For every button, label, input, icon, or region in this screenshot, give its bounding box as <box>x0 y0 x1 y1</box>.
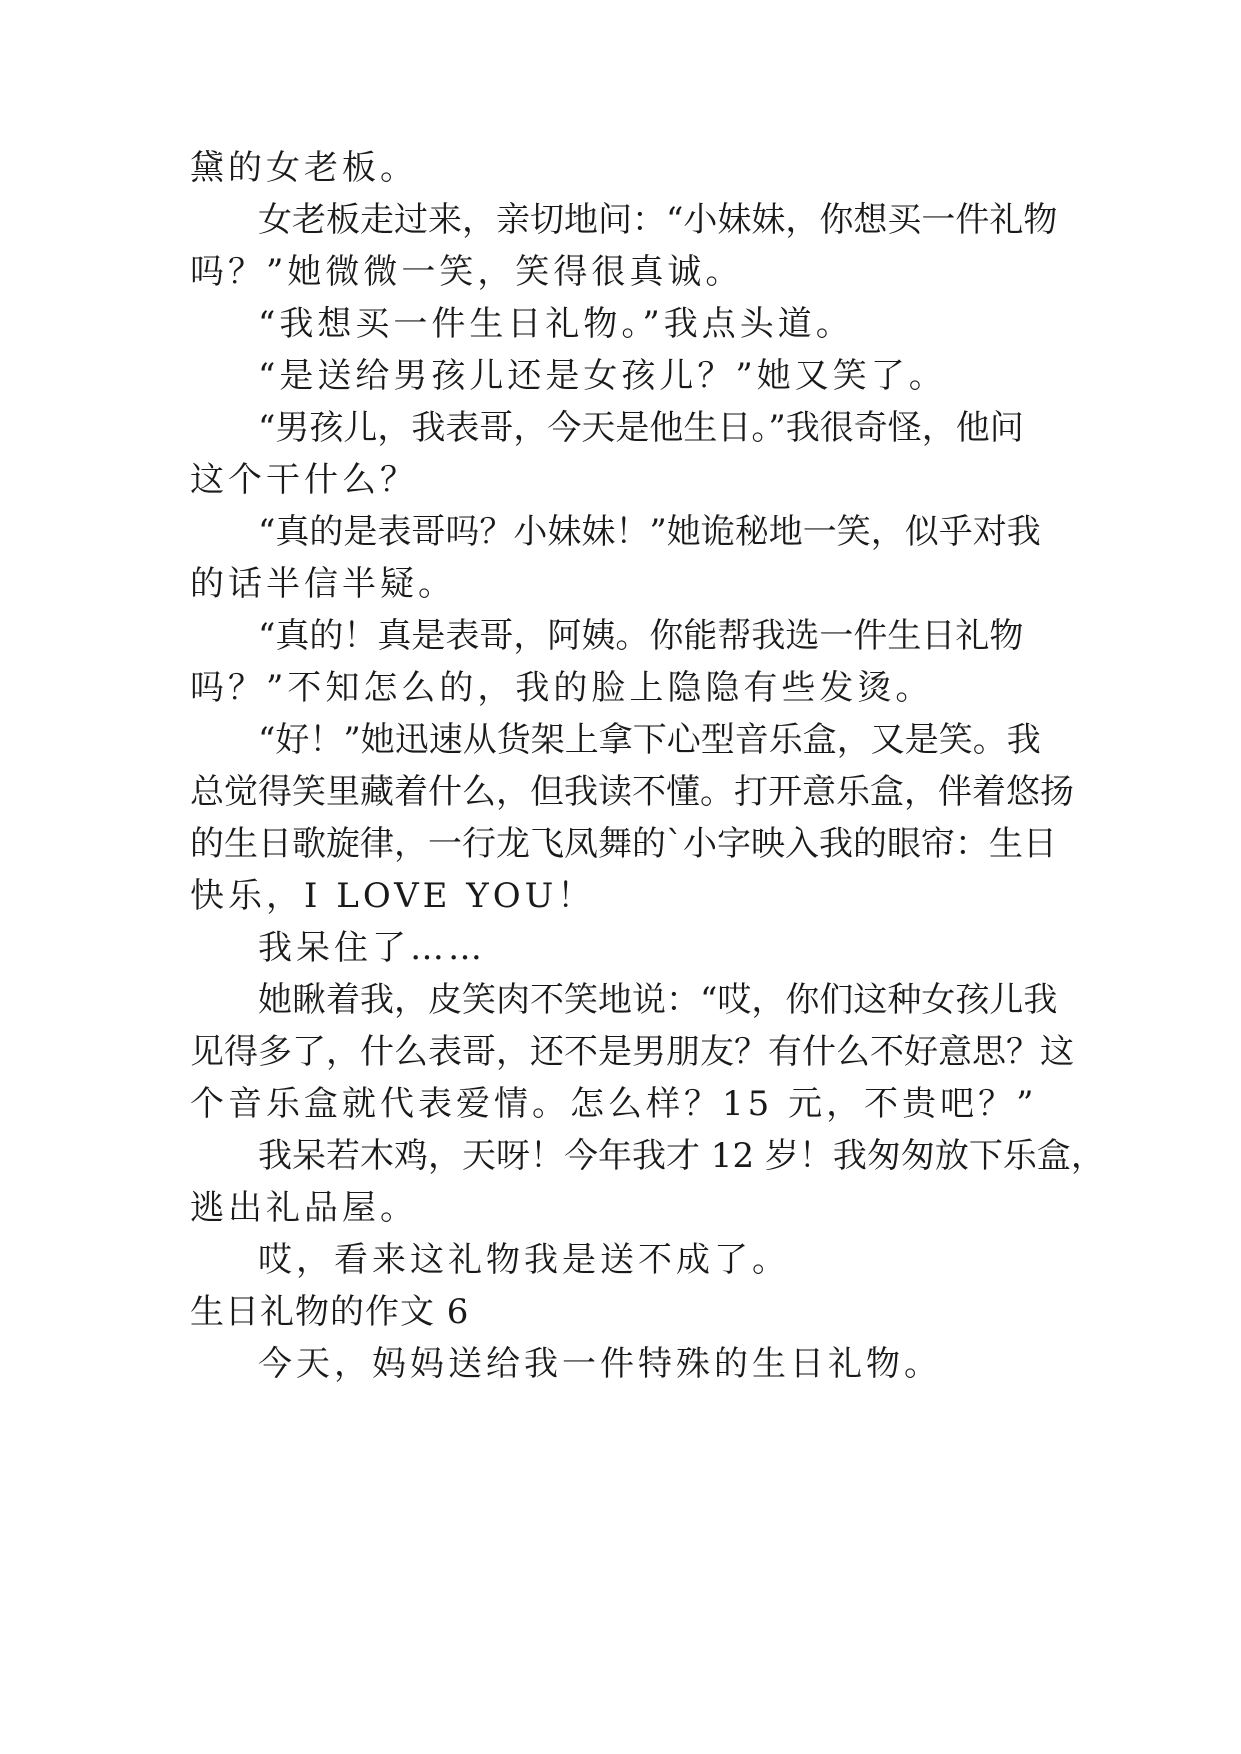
text-line: 个音乐盒就代表爱情。怎么样？15 元，不贵吧？” <box>190 1084 1038 1124</box>
text-line: 逃出礼品屋。 <box>190 1188 418 1228</box>
text-line: “我想买一件生日礼物。”我点头道。 <box>258 304 854 344</box>
text-line: 这个干什么？ <box>190 460 418 500</box>
text-line: “是送给男孩儿还是女孩儿？”她又笑了。 <box>258 356 947 396</box>
text-line: 的生日歌旋律，一行龙飞凤舞的`小字映入我的眼帘：生日 <box>190 824 1057 864</box>
text-line: 今天，妈妈送给我一件特殊的生日礼物。 <box>258 1344 942 1384</box>
text-line: 我呆住了…… <box>258 928 486 968</box>
text-line: “男孩儿，我表哥，今天是他生日。”我很奇怪，他问 <box>258 408 1024 448</box>
text-line: 她瞅着我，皮笑肉不笑地说：“哎，你们这种女孩儿我 <box>258 980 1058 1020</box>
text-line: 哎，看来这礼物我是送不成了。 <box>258 1240 790 1280</box>
text-line: 的话半信半疑。 <box>190 564 456 604</box>
text-line: “好！”她迅速从货架上拿下心型音乐盒，又是笑。我 <box>258 720 1041 760</box>
text-line: 女老板走过来，亲切地问：“小妹妹，你想买一件礼物 <box>258 200 1058 240</box>
section-heading: 生日礼物的作文 6 <box>190 1292 470 1332</box>
text-line: 见得多了，什么表哥，还不是男朋友？有什么不好意思？这 <box>190 1032 1074 1072</box>
text-line: 黛的女老板。 <box>190 148 418 188</box>
text-line: 吗？”她微微一笑，笑得很真诚。 <box>190 252 744 292</box>
text-line: “真的是表哥吗？小妹妹！”她诡秘地一笑，似乎对我 <box>258 512 1041 552</box>
text-line: 总觉得笑里藏着什么，但我读不懂。打开意乐盒，伴着悠扬 <box>190 772 1074 812</box>
text-line: 吗？”不知怎么的，我的脸上隐隐有些发烫。 <box>190 668 934 708</box>
text-line: “真的！真是表哥，阿姨。你能帮我选一件生日礼物 <box>258 616 1024 656</box>
text-line: 我呆若木鸡，天呀！今年我才 12 岁！我匆匆放下乐盒， <box>258 1136 1105 1176</box>
text-line: 快乐，I LOVE YOU！ <box>190 876 596 916</box>
